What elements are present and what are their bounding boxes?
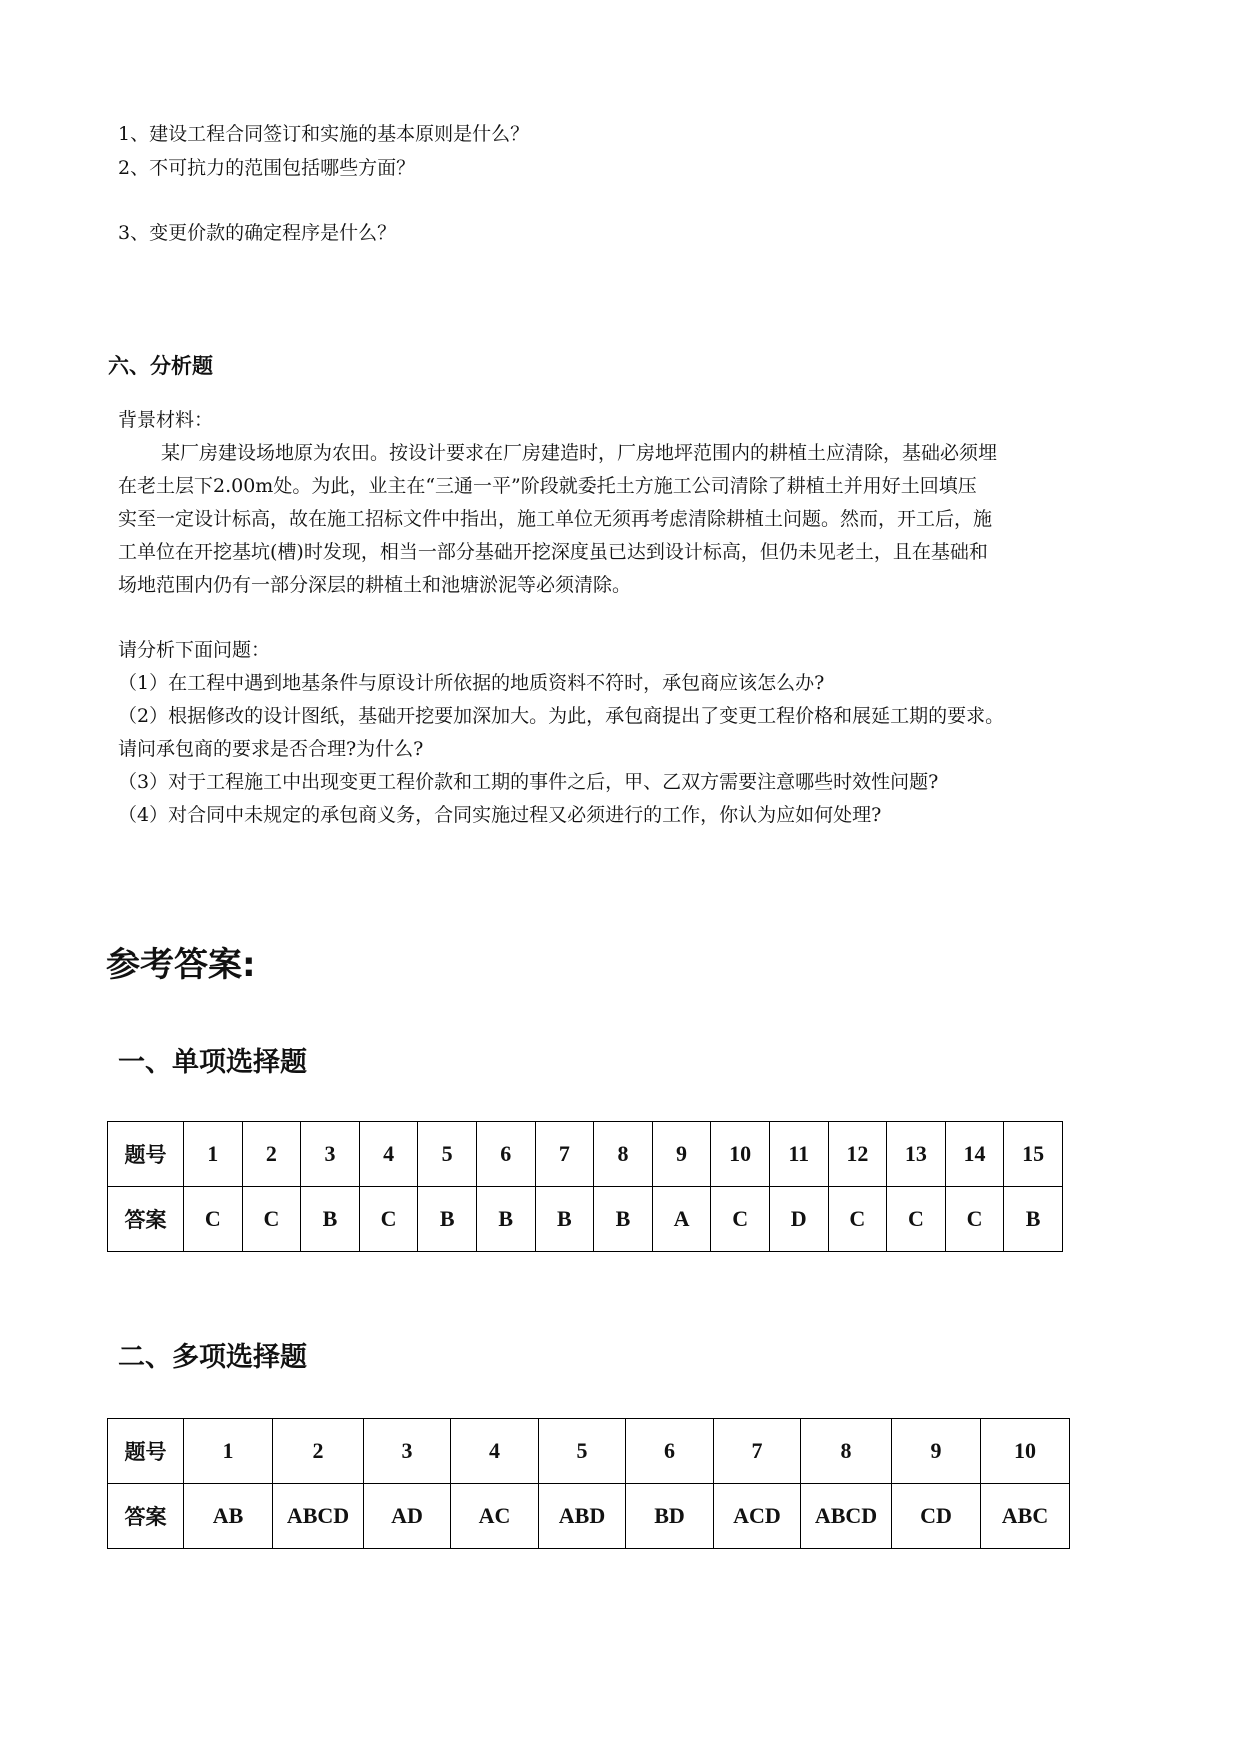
analysis-item-2: （2）根据修改的设计图纸，基础开挖要加深加大。为此，承包商提出了变更工程价格和展延工期的要求。 <box>118 705 1005 727</box>
mc-number-cell: 5 <box>539 1419 626 1484</box>
sc-number-cell: 3 <box>301 1122 360 1187</box>
mc-number-cell: 6 <box>626 1419 714 1484</box>
single-choice-number-row <box>108 1122 1063 1187</box>
mc-number-cell: 10 <box>981 1419 1070 1484</box>
paragraph-line-4: 工单位在开挖基坑(槽)时发现，相当一部分基础开挖深度虽已达到设计标高，但仍未见老土，且在基础和 <box>118 541 988 563</box>
sc-number-cell: 11 <box>769 1122 828 1187</box>
multi-choice-table <box>107 1418 1070 1549</box>
question-1: 1、建设工程合同签订和实施的基本原则是什么？ <box>118 123 530 145</box>
sc-answer-cell: C <box>711 1187 770 1252</box>
sc-number-cell: 12 <box>828 1122 887 1187</box>
sc-number-cell: 14 <box>945 1122 1004 1187</box>
single-choice-answer-row <box>108 1187 1063 1252</box>
multi-choice-title: 二、多项选择题 <box>118 1342 307 1373</box>
sc-number-cell: 5 <box>418 1122 477 1187</box>
sc-number-cell: 8 <box>594 1122 653 1187</box>
analysis-title: 六、分析题 <box>108 354 213 378</box>
sc-answer-cell: B <box>418 1187 477 1252</box>
sc-answer-cell: B <box>1004 1187 1063 1252</box>
sc-answer-cell: C <box>945 1187 1004 1252</box>
sc-number-cell: 6 <box>476 1122 535 1187</box>
sc-answer-cell: C <box>828 1187 887 1252</box>
mc-number-cell: 9 <box>892 1419 981 1484</box>
sc-answer-cell: D <box>769 1187 828 1252</box>
row-label-answer: 答案 <box>108 1187 184 1252</box>
paragraph-line-2: 在老土层下2.00m处。为此，业主在“三通一平”阶段就委托土方施工公司清除了耕植土并用好土回填压 <box>118 475 977 497</box>
sc-number-cell: 13 <box>887 1122 946 1187</box>
sc-answer-cell: C <box>887 1187 946 1252</box>
question-2: 2、不可抗力的范围包括哪些方面？ <box>118 157 416 179</box>
paragraph-line-3: 实至一定设计标高，故在施工招标文件中指出，施工单位无须再考虑清除耕植土问题。然而，开工后，施 <box>118 508 993 530</box>
sc-number-cell: 1 <box>184 1122 243 1187</box>
mc-answer-cell: ABD <box>539 1484 626 1549</box>
mc-number-cell: 1 <box>184 1419 273 1484</box>
sc-answer-cell: A <box>652 1187 711 1252</box>
analysis-item-2-cont: 请问承包商的要求是否合理?为什么? <box>118 738 424 760</box>
sc-answer-cell: B <box>594 1187 653 1252</box>
analysis-prompt: 请分析下面问题： <box>118 639 271 661</box>
sc-answer-cell: B <box>301 1187 360 1252</box>
single-choice-title: 一、单项选择题 <box>118 1047 307 1078</box>
analysis-item-1: （1）在工程中遇到地基条件与原设计所依据的地质资料不符时，承包商应该怎么办? <box>118 672 825 694</box>
mc-number-cell: 3 <box>364 1419 451 1484</box>
multi-choice-answer-row <box>108 1484 1070 1549</box>
mc-answer-cell: CD <box>892 1484 981 1549</box>
single-choice-table <box>107 1121 1063 1252</box>
sc-number-cell: 10 <box>711 1122 770 1187</box>
background-label: 背景材料： <box>118 409 214 431</box>
mc-number-cell: 8 <box>801 1419 892 1484</box>
mc-answer-cell: ACD <box>714 1484 801 1549</box>
sc-answer-cell: C <box>242 1187 301 1252</box>
analysis-item-3: （3）对于工程施工中出现变更工程价款和工期的事件之后，甲、乙双方需要注意哪些时效性问题? <box>118 771 939 793</box>
mc-answer-cell: AD <box>364 1484 451 1549</box>
mc-answer-cell: ABC <box>981 1484 1070 1549</box>
row-label-answer: 答案 <box>108 1484 184 1549</box>
paragraph-line-1: 某厂房建设场地原为农田。按设计要求在厂房建造时，厂房地坪范围内的耕植土应清除，基础必须埋 <box>161 442 998 464</box>
sc-number-cell: 2 <box>242 1122 301 1187</box>
mc-answer-cell: ABCD <box>273 1484 364 1549</box>
sc-number-cell: 4 <box>359 1122 418 1187</box>
sc-number-cell: 15 <box>1004 1122 1063 1187</box>
row-label-number: 题号 <box>108 1122 184 1187</box>
mc-answer-cell: BD <box>626 1484 714 1549</box>
sc-answer-cell: B <box>476 1187 535 1252</box>
paragraph-line-5: 场地范围内仍有一部分深层的耕植土和池塘淤泥等必须清除。 <box>118 574 632 596</box>
sc-answer-cell: C <box>359 1187 418 1252</box>
reference-answers-heading: 参考答案: <box>106 945 256 985</box>
row-label-number: 题号 <box>108 1419 184 1484</box>
sc-number-cell: 7 <box>535 1122 594 1187</box>
sc-answer-cell: C <box>184 1187 243 1252</box>
mc-number-cell: 4 <box>451 1419 539 1484</box>
mc-answer-cell: AB <box>184 1484 273 1549</box>
mc-number-cell: 2 <box>273 1419 364 1484</box>
mc-answer-cell: AC <box>451 1484 539 1549</box>
sc-number-cell: 9 <box>652 1122 711 1187</box>
mc-answer-cell: ABCD <box>801 1484 892 1549</box>
mc-number-cell: 7 <box>714 1419 801 1484</box>
multi-choice-number-row <box>108 1419 1070 1484</box>
sc-answer-cell: B <box>535 1187 594 1252</box>
analysis-item-4: （4）对合同中未规定的承包商义务，合同实施过程又必须进行的工作，你认为应如何处理? <box>118 804 882 826</box>
question-3: 3、变更价款的确定程序是什么？ <box>118 222 397 244</box>
